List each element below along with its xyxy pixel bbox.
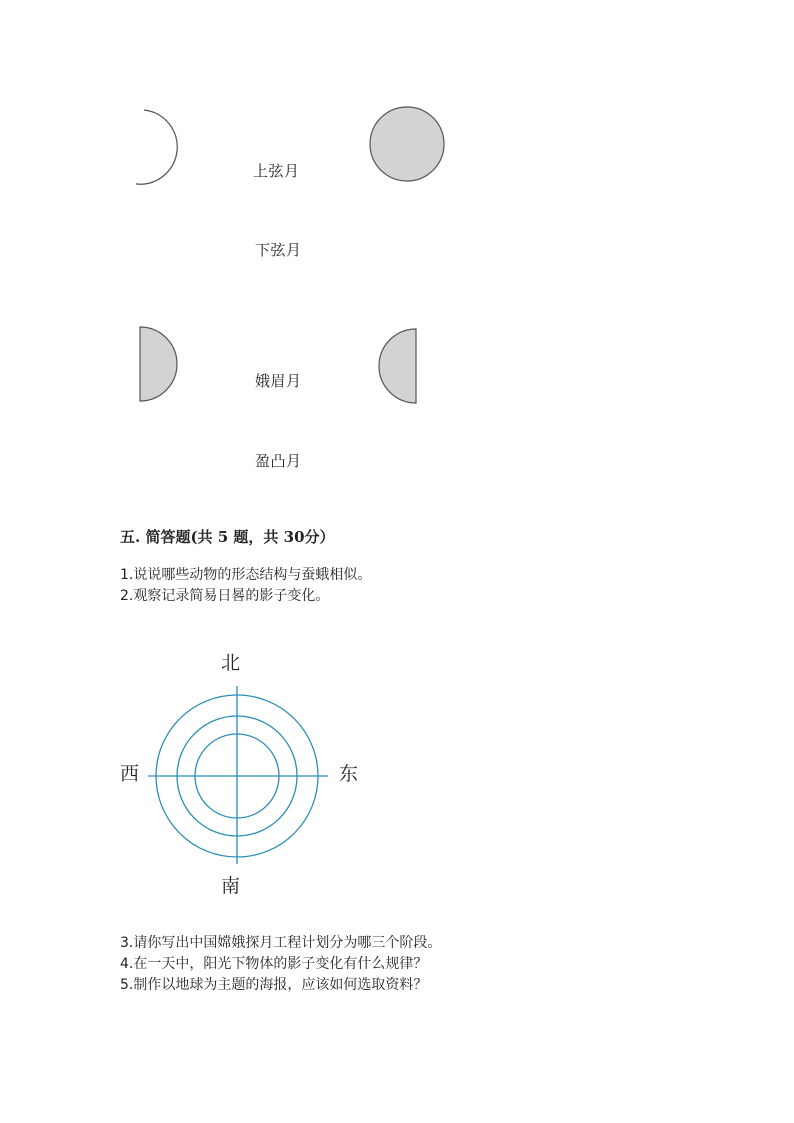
first-quarter-moon-icon [136,326,180,404]
section-title: 五. 简答题(共 5 题，共 30分） [120,528,335,546]
question-item: 5.制作以地球为主题的海报，应该如何选取资料？ [120,977,428,993]
moon-label-shangxian: 上弦月 [253,162,300,180]
compass-east-label: 东 [339,763,359,785]
moon-label-yingtu: 盈凸月 [255,452,302,470]
question-list-part2 [120,933,441,996]
compass-north-label: 北 [221,652,241,674]
question-list-part1 [120,565,371,607]
moon-label-xiaxian: 下弦月 [255,241,302,259]
question-item: 1.说说哪些动物的形态结构与蚕蛾相似。 [120,567,372,583]
moon-label-emei: 娥眉月 [255,372,302,390]
waxing-crescent-moon-icon [130,108,182,188]
question-item: 4.在一天中，阳光下物体的影子变化有什么规律？ [120,956,428,972]
compass-south-label: 南 [221,875,241,897]
full-moon-icon [368,106,448,186]
sundial-diagram [140,680,340,870]
question-item: 2.观察记录简易日晷的影子变化。 [120,588,330,604]
last-quarter-moon-icon [376,328,420,406]
question-item: 3.请你写出中国嫦娥探月工程计划分为哪三个阶段。 [120,935,442,951]
compass-west-label: 西 [120,763,140,785]
